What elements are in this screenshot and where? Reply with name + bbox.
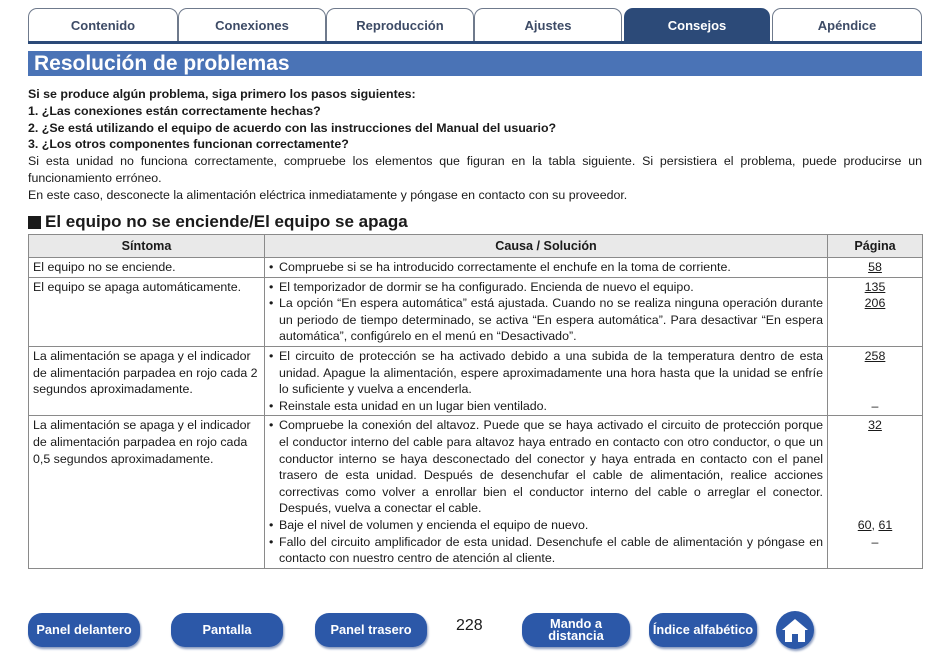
square-bullet-icon (28, 216, 41, 229)
cause-item: • Baje el nivel de volumen y encienda el equipo de nuevo. (269, 517, 589, 532)
symptom-cell: El equipo no se enciende. (29, 258, 265, 278)
cause-item: • Compruebe si se ha introducido correctamente el enchufe en la toma de corriente. (269, 260, 731, 274)
symptom-cell: La alimentación se apaga y el indicador de alimentación parpadea en rojo cada 0,5 segundos aproximadamente. (29, 416, 265, 568)
symptom-cell: La alimentación se apaga y el indicador de alimentación parpadea en rojo cada 2 segundos aproximadamente. (29, 346, 265, 415)
mando-a-distancia-button[interactable] (522, 613, 630, 647)
intro-step-3: 3. ¿Los otros componentes funcionan correctamente? (28, 137, 349, 152)
table-header-row (29, 235, 923, 258)
header-sintoma: Síntoma (29, 235, 265, 258)
tab-underline (28, 41, 922, 44)
table-row (29, 346, 923, 415)
header-causa: Causa / Solución (265, 235, 828, 258)
indice-alfabetico-button[interactable]: Índice alfabético (649, 613, 757, 647)
page-link[interactable]: 258 (864, 348, 886, 363)
page-cell (828, 346, 923, 415)
tab-reproduccion[interactable] (326, 8, 474, 42)
bullet-icon: • (269, 296, 274, 311)
bullet-icon: • (269, 534, 274, 549)
page-cell (828, 416, 923, 568)
page-cell (828, 258, 923, 278)
intro-paragraph-1: Si esta unidad no funciona correctamente, compruebe los elementos que figuran en la tabla siguiente. Si persistiera el problema, puede producirse un funcionamiento erróneo. (28, 154, 922, 185)
panel-trasero-button[interactable]: Panel trasero (315, 613, 427, 647)
pantalla-button[interactable]: Pantalla (171, 613, 283, 647)
button-label-line: Mando a (550, 616, 602, 631)
intro-lead: Si se produce algún problema, siga primero los pasos siguientes: (28, 87, 416, 101)
tab-label: Consejos (667, 18, 727, 33)
home-button[interactable] (776, 611, 814, 649)
cause-cell (265, 346, 828, 415)
bullet-icon: • (269, 398, 274, 413)
tab-label: Apéndice (817, 18, 877, 33)
panel-delantero-button[interactable]: Panel delantero (28, 613, 140, 647)
button-label-line: distancia (548, 628, 604, 643)
page-link[interactable]: 58 (868, 260, 882, 274)
tab-label: Contenido (70, 18, 136, 33)
cause-item: • Reinstale esta unidad en un lugar bien ventilado. (269, 398, 547, 413)
home-icon (780, 616, 810, 644)
troubleshooting-table (28, 234, 923, 569)
tab-label: Reproducción (356, 18, 444, 33)
page-link[interactable]: 206 (864, 296, 886, 311)
page-none: – (871, 534, 879, 549)
page-title: Resolución de problemas (28, 51, 922, 76)
cause-item: • Fallo del circuito amplificador de esta unidad. Desenchufe el cable de alimentación y póngase en contacto con nuestro centro de atención al cliente. (269, 534, 823, 566)
page-link[interactable]: 60 (857, 517, 872, 532)
bullet-icon: • (269, 348, 274, 363)
intro-step-1: 1. ¿Las conexiones están correctamente hechas? (28, 103, 321, 118)
table-row (29, 258, 923, 278)
page-number: 228 (456, 617, 483, 634)
cause-cell (265, 416, 828, 568)
section-heading (28, 212, 408, 232)
tab-ajustes[interactable] (474, 8, 622, 42)
tab-consejos[interactable] (624, 8, 770, 42)
tab-contenido[interactable] (28, 8, 178, 42)
page-link-group: 60, 61 (857, 517, 893, 532)
cause-cell (265, 277, 828, 346)
page-none: – (871, 398, 879, 413)
bullet-icon: • (269, 418, 274, 433)
symptom-cell: El equipo se apaga automáticamente. (29, 277, 265, 346)
header-pagina: Página (828, 235, 923, 258)
bullet-icon: • (269, 279, 274, 294)
intro-block (28, 86, 922, 204)
page-cell (828, 277, 923, 346)
cause-item: • El circuito de protección se ha activado debido a una subida de la temperatura dentro de esta unidad. Apague la alimentación, espere aproximadamente una hora hasta que la unidad se enfríe lo suficiente y vuelva a encenderla. (269, 348, 823, 397)
cause-cell (265, 258, 828, 278)
bullet-icon: • (269, 517, 274, 532)
intro-paragraph-2: En este caso, desconecte la alimentación eléctrica inmediatamente y póngase en contacto con su proveedor. (28, 187, 628, 202)
tab-apendice[interactable] (772, 8, 922, 42)
table-row (29, 416, 923, 568)
cause-item: • El temporizador de dormir se ha configurado. Encienda de nuevo el equipo. (269, 279, 694, 294)
tab-conexiones[interactable] (178, 8, 326, 42)
cause-item: • Compruebe la conexión del altavoz. Puede que se haya activado el circuito de protección porque el conductor interno del cable para altavoz haya entrado en contacto con otro conductor, o que un conductor interno se haya desconectado del conector y haya entrada en contacto con el panel trasero de esta unidad. Después de desenchufar el cable de alimentación, realice acciones correctivas como volver a enrollar bien el conductor interno del cable o arreglar el conector. Después, vuelva a conectar el cable. (269, 418, 823, 516)
intro-step-2: 2. ¿Se está utilizando el equipo de acuerdo con las instrucciones del Manual del usuario? (28, 120, 557, 135)
cause-item: • La opción “En espera automática” está ajustada. Cuando no se realiza ninguna operación durante un periodo de tiempo determinado, se activa “En espera automática”. Para desactivar “En espera automática”, configúrelo en el menú en “Desactivado”. (269, 296, 823, 344)
tab-label: Conexiones (215, 18, 289, 33)
table-row (29, 277, 923, 346)
page-link[interactable]: 135 (864, 279, 886, 294)
page-link[interactable]: 61 (878, 517, 893, 532)
tab-label: Ajustes (524, 18, 572, 33)
bullet-icon: • (269, 260, 274, 274)
section-tabs (28, 8, 922, 44)
section-heading-text: El equipo no se enciende/El equipo se apaga (45, 212, 408, 231)
page-link[interactable]: 32 (868, 418, 882, 433)
